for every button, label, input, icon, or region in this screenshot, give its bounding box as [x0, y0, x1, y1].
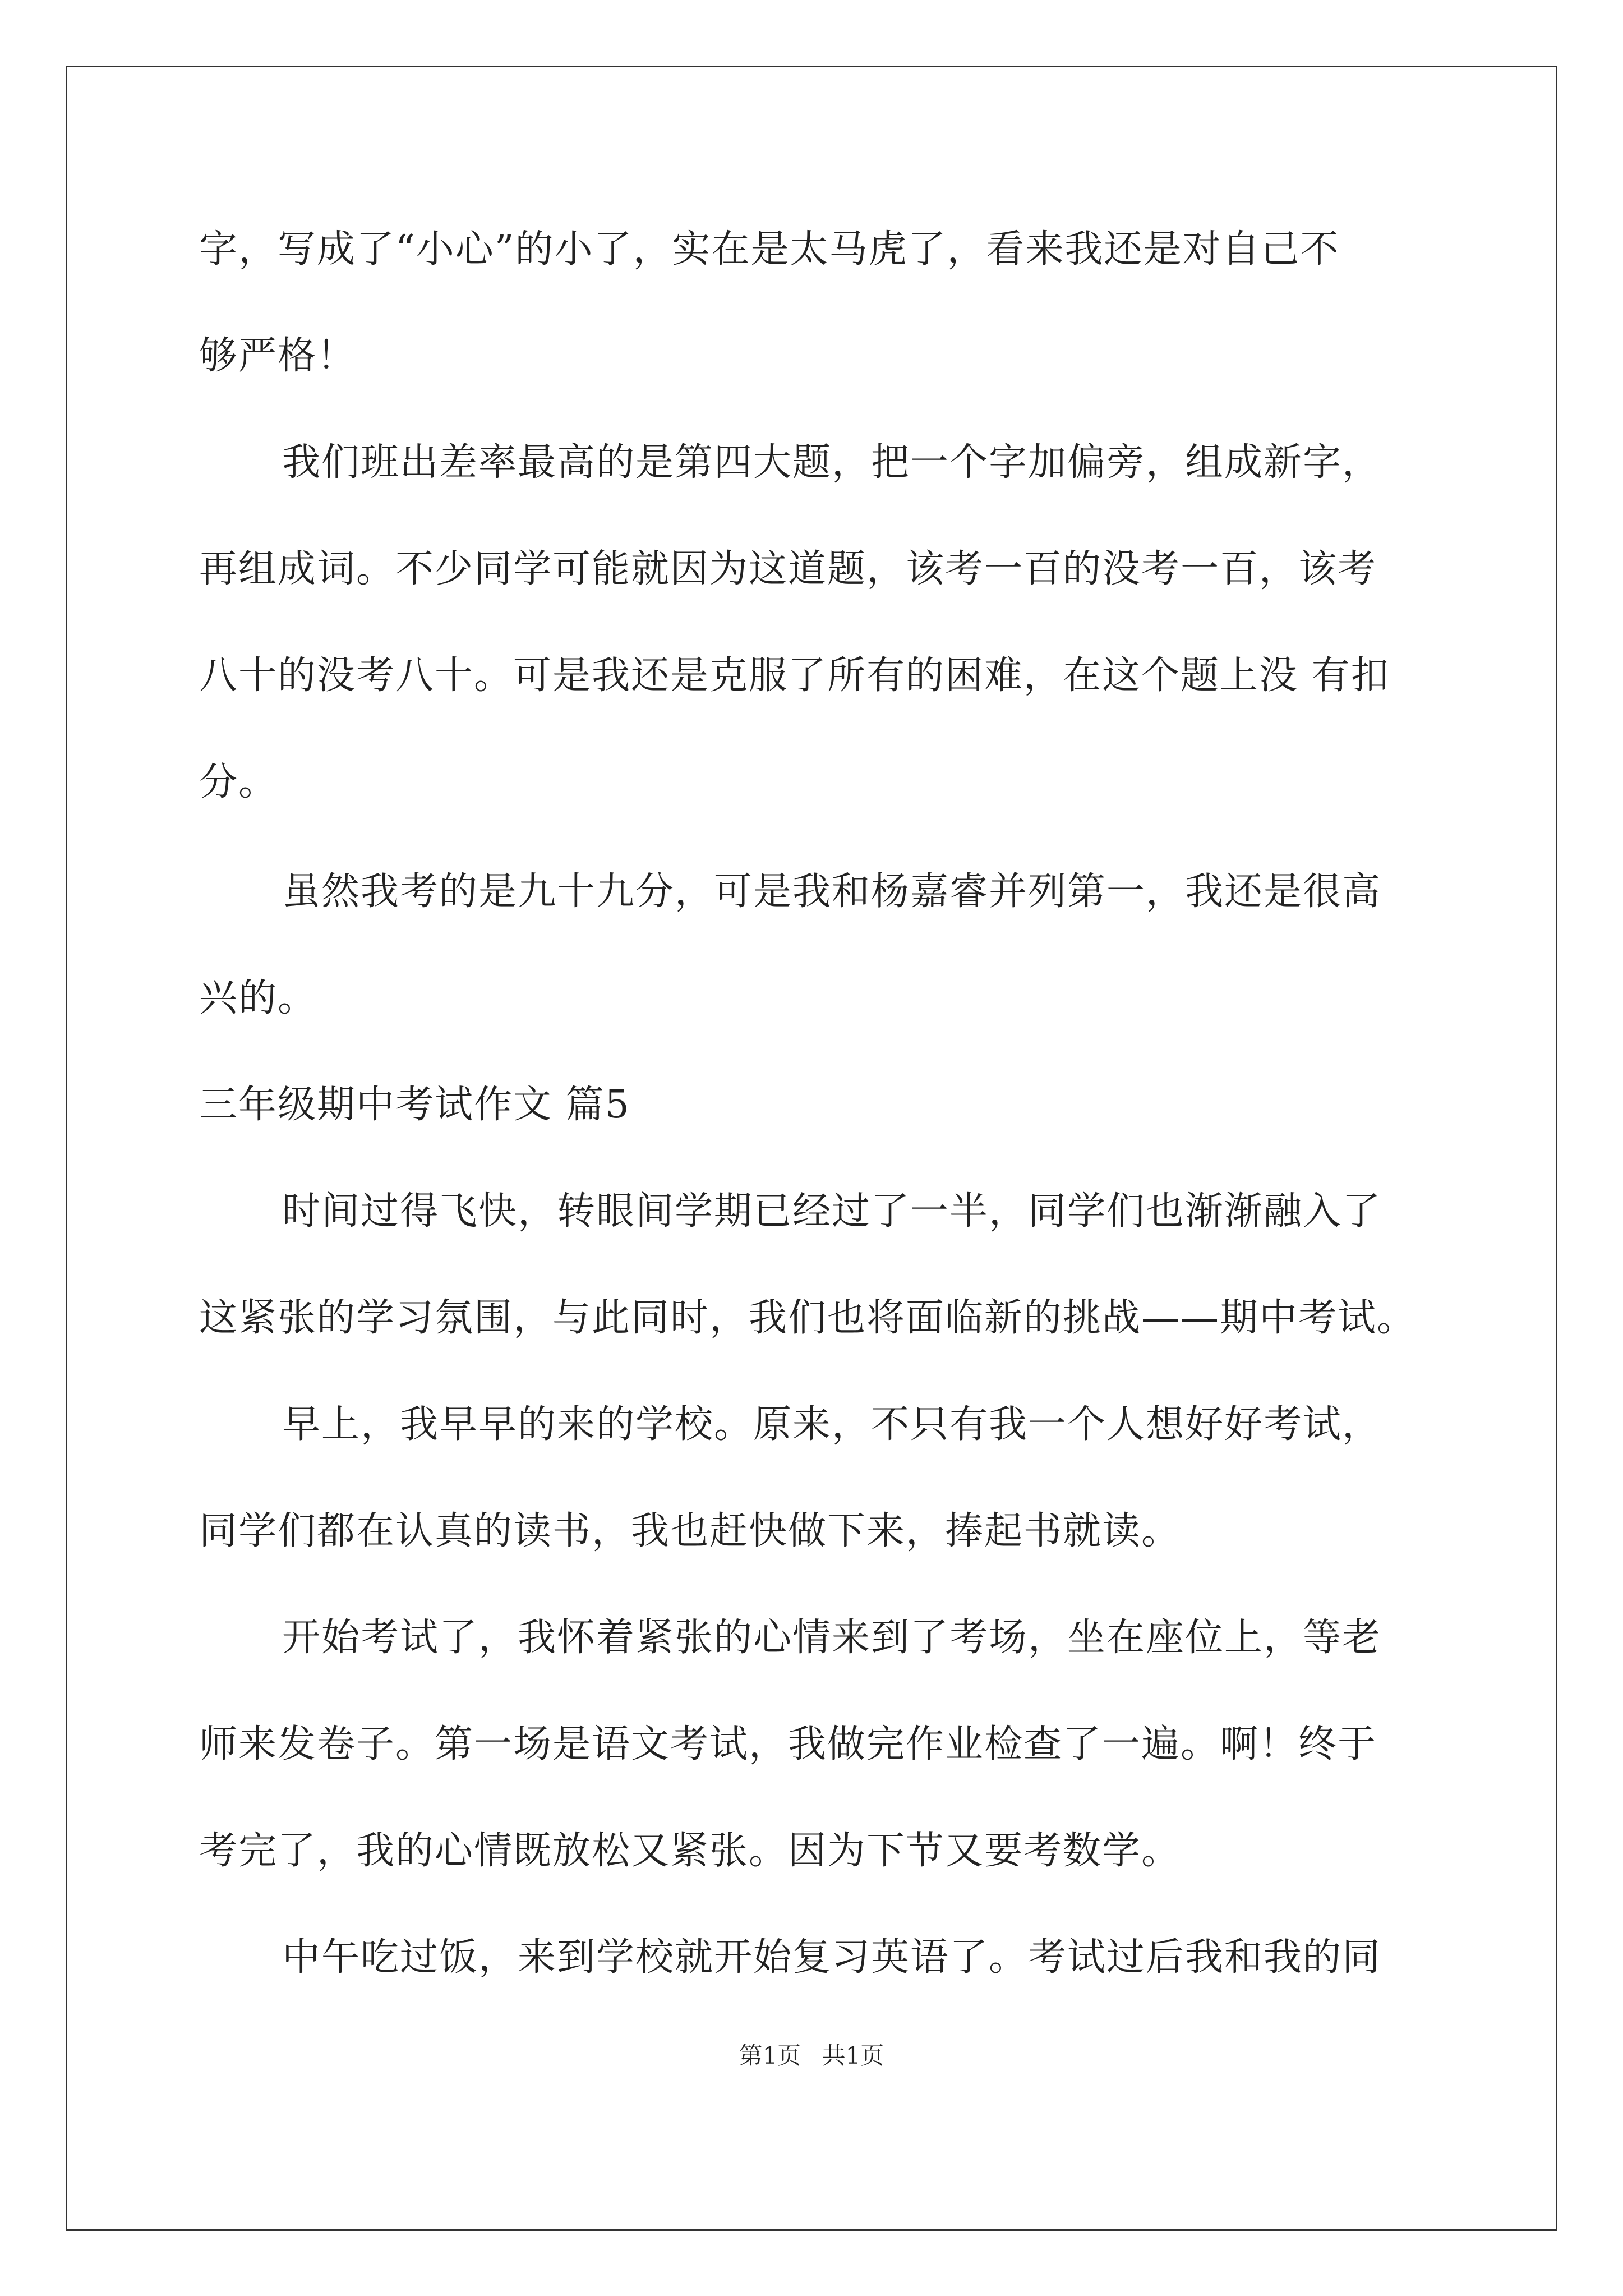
text-line: 考完了，我的心情既放松又紧张。因为下节又要考数学。 — [199, 1829, 1181, 1873]
page-footer — [0, 2042, 1623, 2070]
paragraph-start-line: 时间过得飞快，转眼间学期已经过了一半，同学们也渐渐融入了 — [282, 1189, 1382, 1234]
page-number: 第1页 — [739, 2042, 801, 2069]
text-line: 兴的。 — [199, 976, 317, 1020]
section-heading: 三年级期中考试作文 篇5 — [199, 1083, 630, 1127]
text-line: 师来发卷子。第一场是语文考试，我做完作业检查了一遍。啊！终于 — [199, 1722, 1377, 1766]
page-total: 共1页 — [822, 2042, 884, 2069]
paragraph-start-line: 我们班出差率最高的是第四大题，把一个字加偏旁，组成新字， — [282, 440, 1382, 485]
text-line: 同学们都在认真的读书，我也赶快做下来，捧起书就读。 — [199, 1509, 1181, 1553]
paragraph-start-line: 虽然我考的是九十九分，可是我和杨嘉睿并列第一，我还是很高 — [282, 869, 1382, 914]
text-line: 八十的没考八十。可是我还是克服了所有的困难，在这个题上没 有扣 — [199, 654, 1390, 698]
text-line: 字，写成了“小心”的小了，实在是太马虎了，看来我还是对自己不 — [199, 227, 1340, 272]
page-border — [66, 66, 1557, 2231]
text-line: 分。 — [199, 760, 278, 804]
text-line: 这紧张的学习氛围，与此同时，我们也将面临新的挑战——期中考试。 — [199, 1296, 1417, 1340]
text-line: 够严格！ — [199, 334, 357, 378]
paragraph-start-line: 早上，我早早的来的学校。原来，不只有我一个人想好好考试， — [282, 1402, 1382, 1447]
text-line: 再组成词。不少同学可能就因为这道题，该考一百的没考一百，该考 — [199, 547, 1377, 591]
paragraph-start-line: 中午吃过饭，来到学校就开始复习英语了。考试过后我和我的同 — [282, 1935, 1382, 1980]
paragraph-start-line: 开始考试了，我怀着紧张的心情来到了考场，坐在座位上，等老 — [282, 1616, 1382, 1660]
